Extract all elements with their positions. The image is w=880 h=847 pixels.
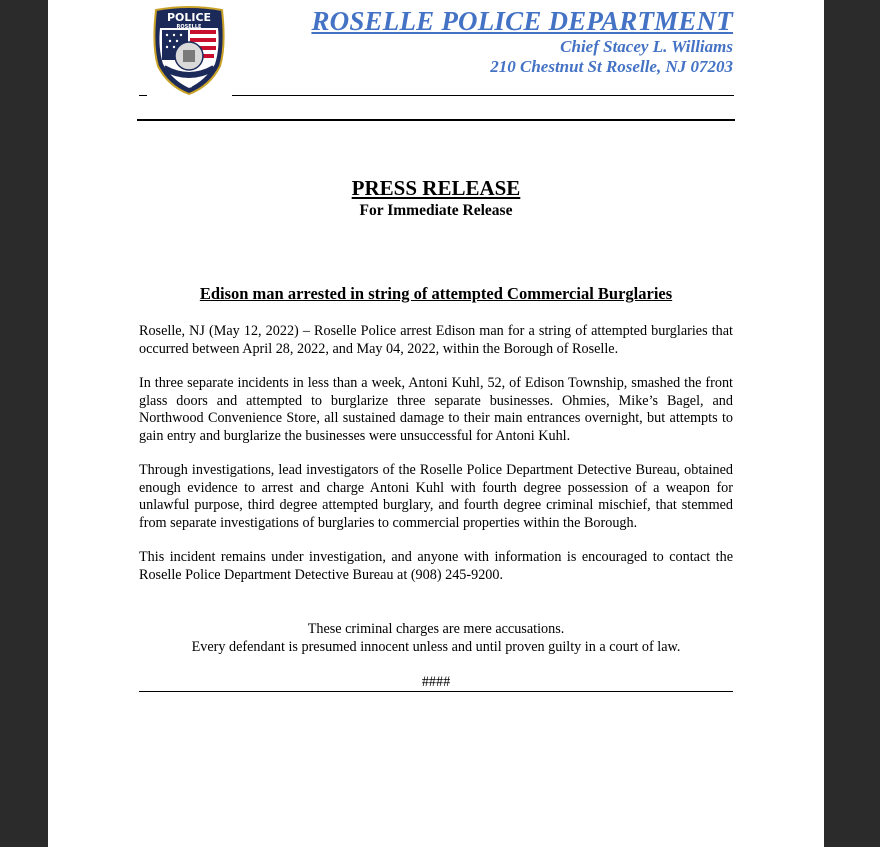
press-release-subtitle: For Immediate Release <box>359 202 513 219</box>
release-headline: Edison man arrested in string of attempted Commercial Burglaries <box>199 284 673 303</box>
police-badge-logo <box>150 6 228 96</box>
department-name: ROSELLE POLICE DEPARTMENT <box>311 6 733 36</box>
header-divider-thick <box>137 119 735 121</box>
end-line-right <box>451 676 733 692</box>
release-body <box>139 323 733 601</box>
legal-disclaimer <box>48 621 824 656</box>
document-page <box>48 0 824 847</box>
header-divider <box>232 95 734 96</box>
paragraph: Roselle, NJ (May 12, 2022) – Roselle Police arrest Edison man for a string of attempted burglaries that occurred between April 28, 2022, and May 04, 2022, within the Borough of Roselle. <box>139 323 733 357</box>
chief-name: Chief Stacey L. Williams <box>560 37 733 56</box>
department-address: 210 Chestnut St Roselle, NJ 07203 <box>490 57 733 76</box>
disclaimer-line: Every defendant is presumed innocent unless and until proven guilty in a court of law. <box>191 638 681 655</box>
press-release-title: PRESS RELEASE <box>351 176 521 200</box>
header-divider-short <box>139 95 147 96</box>
end-line-left <box>139 676 421 692</box>
badge-police-text: POLICE <box>166 11 212 24</box>
paragraph: This incident remains under investigation, and anyone with information is encouraged to contact the Roselle Police Department Detective Bureau at (908) 245-9200. <box>139 549 733 583</box>
paragraph: In three separate incidents in less than a week, Antoni Kuhl, 52, of Edison Township, smashed the front glass doors and attempted to burglarize three separate businesses. Ohmies, Mike’s Bagel, and Northwood Convenience Store, all sustained damage to their main entrances overnight, but attempts to gain entry and burglarize the businesses were unsuccessful for Antoni Kuhl. <box>139 375 733 444</box>
disclaimer-line: These criminal charges are mere accusations. <box>307 621 565 637</box>
end-hash: #### <box>421 674 451 690</box>
letterhead <box>311 5 733 77</box>
paragraph: Through investigations, lead investigators of the Roselle Police Department Detective Bureau, obtained enough evidence to arrest and charge Antoni Kuhl with fourth degree possession of a weapon for unlawful purpose, third degree attempted burglary, and fourth degree criminal mischief, that stemmed from separate investigations of burglaries to commercial properties within the Borough. <box>139 462 733 531</box>
badge-nj-text: NJ <box>185 81 193 88</box>
badge-roselle-text: ROSELLE <box>176 24 202 30</box>
end-of-release-mark <box>139 674 733 692</box>
